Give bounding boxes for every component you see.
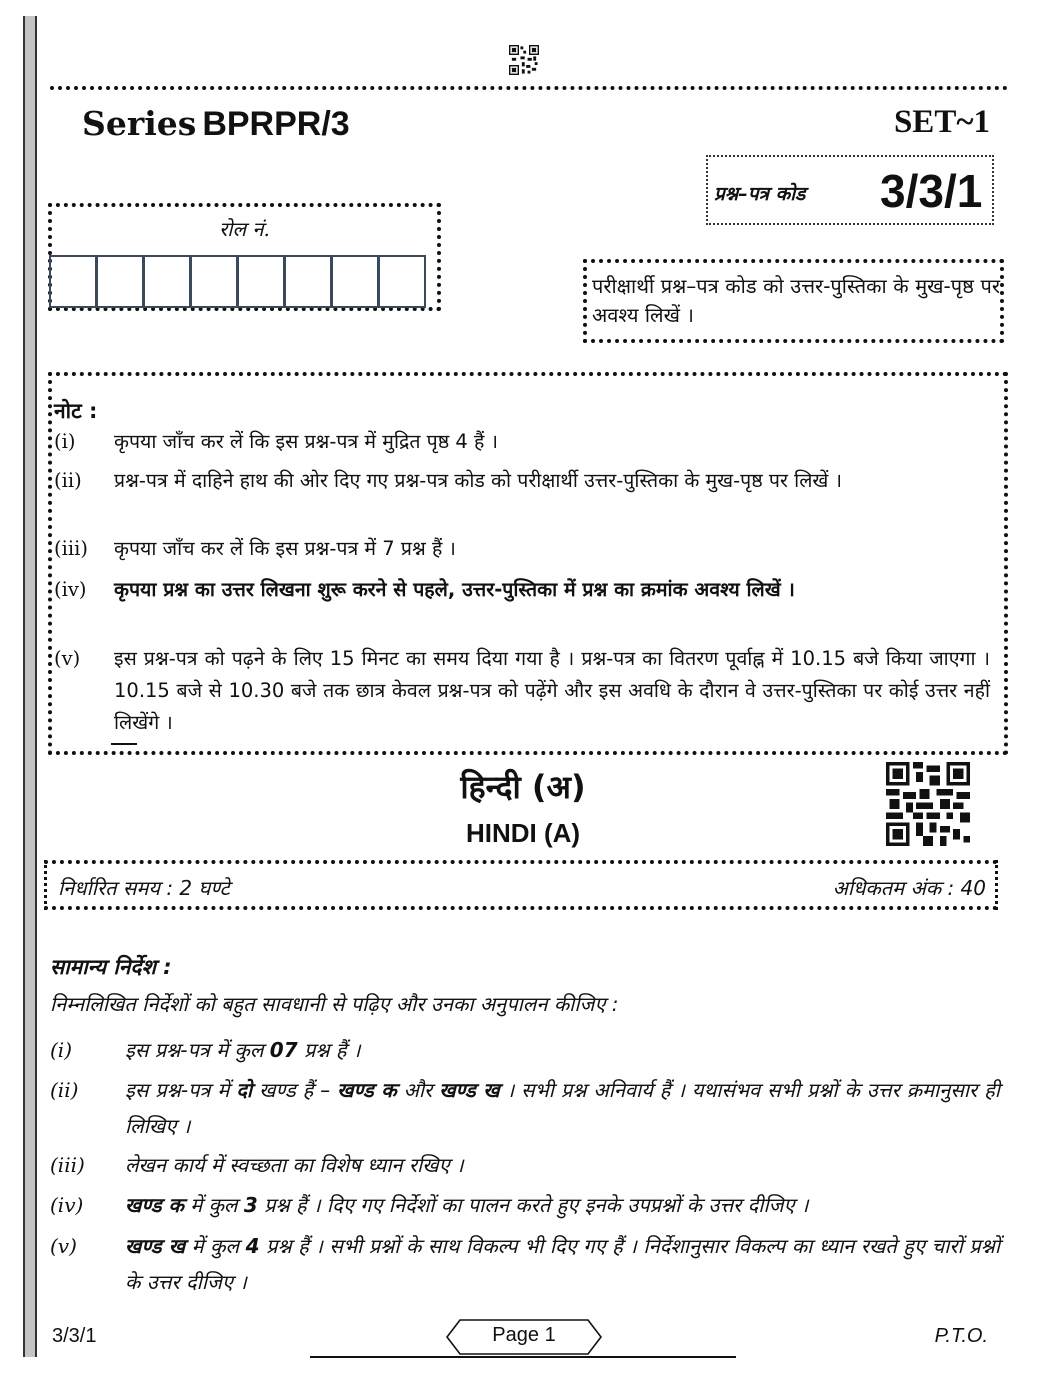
- series-label: Series: [82, 104, 197, 143]
- time-allowed: निर्धारित समय : 2 घण्टे: [58, 876, 230, 900]
- header-divider: [50, 86, 1008, 90]
- page-number: Page 1: [492, 1324, 556, 1346]
- note-item: [54, 465, 990, 497]
- instruction-item: [50, 1032, 1000, 1068]
- instruction-number: (i): [50, 1038, 73, 1062]
- candidate-instruction: परीक्षार्थी प्रश्न–पत्र कोड को उत्तर-पुस्तिका के मुख-पृष्ठ पर अवश्य लिखें ।: [592, 274, 1000, 327]
- note-item: [54, 533, 990, 565]
- series-heading: [82, 104, 350, 144]
- roll-number-cells: [50, 255, 426, 308]
- binding-margin-bar: [23, 16, 37, 1357]
- note-item-number: (ii): [54, 469, 82, 492]
- note-item-text: कृपया जाँच कर लें कि इस प्रश्न-पत्र में मुद्रित पृष्ठ 4 हैं ।: [114, 430, 498, 453]
- note-title: नोट :: [54, 399, 98, 423]
- roll-number-cell[interactable]: [49, 255, 97, 308]
- instruction-item: [50, 1147, 1000, 1183]
- qr-code-icon: [509, 45, 539, 75]
- note-item-number: (v): [54, 647, 81, 670]
- note-item-text: कृपया जाँच कर लें कि इस प्रश्न-पत्र में 7 प्रश्न हैं ।: [114, 537, 456, 560]
- roll-number-cell[interactable]: [143, 255, 191, 308]
- please-turn-over: P.T.O.: [934, 1325, 988, 1347]
- roll-number-cell[interactable]: [378, 255, 426, 308]
- subject-title-hindi: हिन्दी (अ): [460, 768, 586, 806]
- note-item-text: प्रश्न-पत्र में दाहिने हाथ की ओर दिए गए प्रश्न-पत्र कोड को परीक्षार्थी उत्तर-पुस्तिका के मुख-पृष्ठ पर लिखें ।: [114, 469, 842, 492]
- note-item-text: कृपया प्रश्न का उत्तर लिखना शुरू करने से पहले, उत्तर-पुस्तिका में प्रश्न का क्रमांक अवश्य लिखें ।: [114, 578, 795, 601]
- roll-number-label: रोल नं.: [219, 217, 270, 241]
- note-item: [54, 426, 990, 458]
- instruction-item: [50, 1072, 1000, 1144]
- note-item-number: (i): [54, 430, 76, 453]
- roll-number-cell[interactable]: [331, 255, 379, 308]
- note-item: [54, 643, 990, 739]
- instruction-text: खण्ड क में कुल 3 प्रश्न हैं । दिए गए निर्देशों का पालन करते हुए इनके उपप्रश्नों के उत्तर दीजिए ।: [125, 1193, 809, 1217]
- qr-code-icon: [886, 762, 970, 846]
- instruction-text: इस प्रश्न-पत्र में कुल 07 प्रश्न हैं ।: [125, 1038, 361, 1062]
- set-label: SET~1: [893, 104, 990, 140]
- footer-paper-code: 3/3/1: [52, 1325, 97, 1347]
- instruction-text: लेखन कार्य में स्वच्छता का विशेष ध्यान रखिए ।: [125, 1153, 464, 1177]
- general-instructions-title: सामान्य निर्देश :: [50, 955, 172, 979]
- question-paper-code: 3/3/1: [880, 165, 983, 217]
- series-code: BPRPR/3: [202, 105, 350, 143]
- underline-mark: [111, 743, 137, 745]
- roll-number-cell[interactable]: [96, 255, 144, 308]
- max-marks: अधिकतम अंक : 40: [832, 876, 986, 900]
- roll-number-cell[interactable]: [284, 255, 332, 308]
- note-item-number: (iv): [54, 578, 87, 601]
- instruction-text: इस प्रश्न-पत्र में दो खण्ड हैं – खण्ड क और खण्ड ख । सभी प्रश्न अनिवार्य हैं । यथासंभव सभी प्रश्नों के उत्तर क्रमानुसार ही लिखिए ।: [125, 1078, 1000, 1138]
- instruction-item: [50, 1187, 1000, 1223]
- general-instructions-intro: निम्नलिखित निर्देशों को बहुत सावधानी से पढ़िए और उनका अनुपालन कीजिए :: [50, 992, 619, 1016]
- roll-number-cell[interactable]: [190, 255, 238, 308]
- footer-rule: [310, 1356, 736, 1358]
- instruction-number: (iii): [50, 1153, 85, 1177]
- instruction-text: खण्ड ख में कुल 4 प्रश्न हैं । सभी प्रश्नों के साथ विकल्प भी दिए गए हैं । निर्देशानुसार विकल्प का ध्यान रखते हुए चारों प्रश्नों के उत्तर दीजिए ।: [125, 1234, 1001, 1294]
- note-item-number: (iii): [54, 537, 88, 560]
- question-paper-code-label: प्रश्न–पत्र कोड: [714, 183, 806, 205]
- instruction-number: (v): [50, 1234, 77, 1258]
- note-item-text: इस प्रश्न-पत्र को पढ़ने के लिए 15 मिनट का समय दिया गया है । प्रश्न-पत्र का वितरण पूर्वाह्न में 10.15 बजे किया जाएगा । 10.15 बजे से 10.30 बजे तक छात्र केवल प्रश्न-पत्र को पढ़ेंगे और इस अवधि के दौरान वे उत्तर-पुस्तिका पर कोई उत्तर नहीं लिखेंगे ।: [114, 647, 990, 734]
- note-item: [54, 574, 990, 606]
- instruction-number: (iv): [50, 1193, 84, 1217]
- roll-number-cell[interactable]: [237, 255, 285, 308]
- instruction-number: (ii): [50, 1078, 79, 1102]
- instruction-item: [50, 1228, 1000, 1300]
- subject-title-english: HINDI (A): [465, 818, 581, 848]
